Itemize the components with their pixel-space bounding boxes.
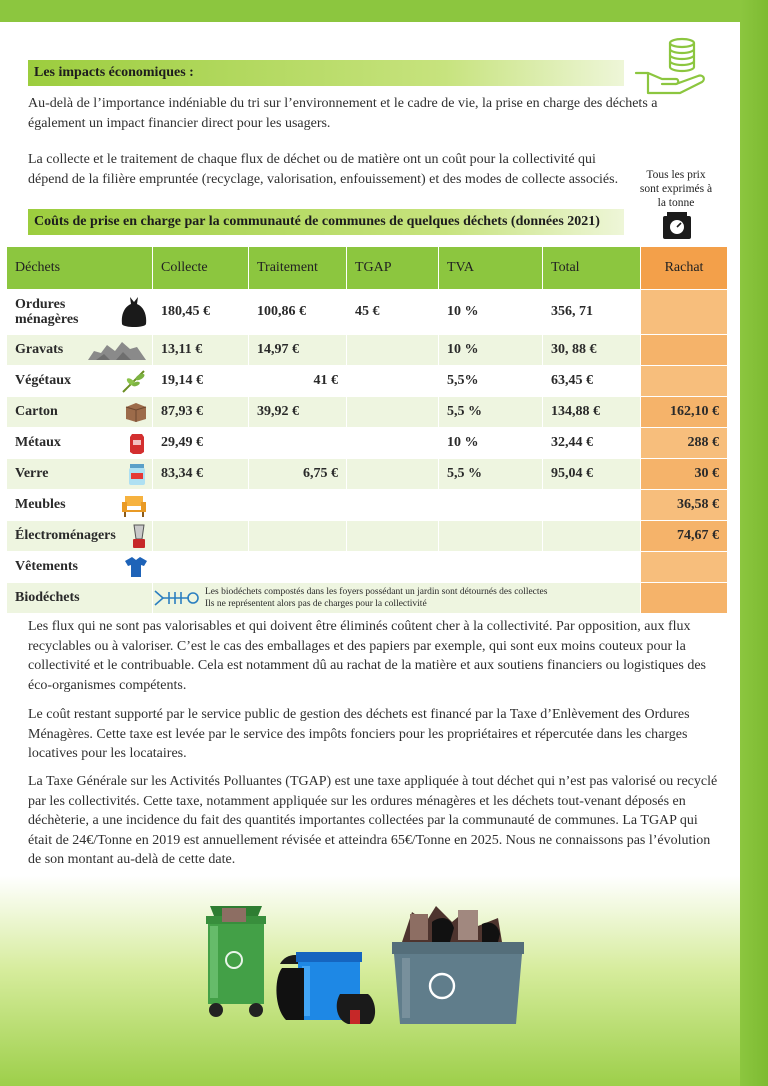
armchair-icon <box>120 492 148 518</box>
traitement-cell <box>249 490 347 521</box>
blender-icon <box>130 523 148 549</box>
glass-jar-icon <box>126 461 148 487</box>
traitement-cell <box>249 428 347 459</box>
collecte-cell: 83,34 € <box>153 459 249 490</box>
table-row <box>7 521 728 552</box>
header-tgap: TGAP <box>347 247 439 290</box>
traitement-cell: 14,97 € <box>249 335 347 366</box>
rachat-cell <box>641 583 728 614</box>
tva-cell <box>439 521 543 552</box>
traitement-cell <box>249 521 347 552</box>
waste-name: Gravats <box>15 342 64 357</box>
table-row <box>7 335 728 366</box>
body-paragraph-3: La Taxe Générale sur les Activités Polluantes (TGAP) est une taxe appliquée à tout déchet qui n’est pas valorisé ou recyclé par les collectivités. Cette taxe, notamment appliquée sur les ordures ménagères et les déchets tout-venant déposés en déchèterie, a une incidence du fait des quantités importantes collectées par la communauté de communes. La TGAP qui était de 24€/Tonne en 2019 est annuellement révisée et atteindra 65€/Tonne en 2025. Nous ne connaissons pas l’évolution de son montant au-delà de cette date. <box>28 774 718 867</box>
waste-name-cell <box>7 459 153 490</box>
header-traitement: Traitement <box>249 247 347 290</box>
waste-name-cell <box>7 583 153 614</box>
rubble-icon <box>86 339 148 361</box>
collecte-cell <box>153 490 249 521</box>
header-rachat: Rachat <box>641 247 728 290</box>
rachat-cell: 30 € <box>641 459 728 490</box>
waste-name: Biodéchets <box>15 590 80 605</box>
hand-coins-icon <box>634 35 716 97</box>
collecte-cell <box>153 552 249 583</box>
header-total: Total <box>543 247 641 290</box>
rachat-cell: 74,67 € <box>641 521 728 552</box>
rachat-cell <box>641 366 728 397</box>
collecte-cell: 29,49 € <box>153 428 249 459</box>
table-header-row <box>7 247 728 290</box>
tgap-cell <box>347 552 439 583</box>
tgap-cell <box>347 459 439 490</box>
tgap-cell <box>347 366 439 397</box>
table-row <box>7 397 728 428</box>
body-paragraph-1: Les flux qui ne sont pas valorisables et qui doivent être éliminés coûtent cher à la collectivité. Par opposition, aux flux recyclables ou à valoriser. C’est le cas des emballages et des papiers par exemple, qui sont eux moins couteux pour la collectivité et le contribuable. Cela est notamment dû au rachat de la matière et aux soutiens financiers ou logistiques des éco-organismes compétents. <box>28 619 706 693</box>
waste-name: Vêtements <box>15 559 78 574</box>
waste-name-cell <box>7 428 153 459</box>
waste-name-cell <box>7 397 153 428</box>
waste-name-cell <box>7 552 153 583</box>
rachat-cell: 162,10 € <box>641 397 728 428</box>
weighing-scale-icon <box>662 212 692 240</box>
collecte-cell: 87,93 € <box>153 397 249 428</box>
table-row <box>7 459 728 490</box>
tva-cell: 5,5 % <box>439 397 543 428</box>
total-cell: 95,04 € <box>543 459 641 490</box>
recycling-bins-illustration <box>196 898 536 1030</box>
header-dechets: Déchets <box>7 247 153 290</box>
total-cell: 32,44 € <box>543 428 641 459</box>
waste-name: Ordures ménagères <box>15 296 79 327</box>
tva-cell: 5,5 % <box>439 459 543 490</box>
rachat-cell <box>641 335 728 366</box>
can-icon <box>126 431 148 455</box>
waste-name-cell <box>7 335 153 366</box>
table-row <box>7 290 728 335</box>
tgap-cell <box>347 521 439 552</box>
rachat-cell: 288 € <box>641 428 728 459</box>
traitement-cell: 6,75 € <box>249 459 347 490</box>
waste-name: Métaux <box>15 435 61 450</box>
collecte-cell: 180,45 € <box>153 290 249 335</box>
top-green-band <box>0 0 768 22</box>
right-green-band <box>740 0 768 1086</box>
waste-name-cell <box>7 521 153 552</box>
waste-name-cell <box>7 290 153 335</box>
rachat-cell <box>641 552 728 583</box>
rachat-cell: 36,58 € <box>641 490 728 521</box>
intro-paragraph-1: Au-delà de l’importance indéniable du tri sur l’environnement et le cadre de vie, la prise en charge des déchets a également un impact financier direct pour les usagers. <box>28 96 658 131</box>
rachat-cell <box>641 290 728 335</box>
table-row <box>7 552 728 583</box>
total-cell: 356, 71 <box>543 290 641 335</box>
traitement-cell: 100,86 € <box>249 290 347 335</box>
total-cell <box>543 552 641 583</box>
biodechets-note-1: Les biodéchets compostés dans les foyers possédant un jardin sont détournés des collectes <box>205 587 548 597</box>
traitement-cell <box>249 552 347 583</box>
total-cell <box>543 490 641 521</box>
waste-name-cell <box>7 490 153 521</box>
biodechets-note-2: Ils ne représentent alors pas de charges pour la collectivité <box>205 599 427 609</box>
table-row <box>7 428 728 459</box>
trash-bag-icon <box>120 295 148 329</box>
waste-name-cell <box>7 366 153 397</box>
table-row <box>7 490 728 521</box>
tshirt-icon <box>124 555 148 579</box>
total-cell <box>543 521 641 552</box>
total-cell: 134,88 € <box>543 397 641 428</box>
header-tva: TVA <box>439 247 543 290</box>
tva-cell: 10 % <box>439 290 543 335</box>
costs-table <box>6 246 728 614</box>
total-cell: 63,45 € <box>543 366 641 397</box>
table-row <box>7 366 728 397</box>
biodechets-note-cell <box>153 583 641 614</box>
tgap-cell <box>347 397 439 428</box>
waste-name: Carton <box>15 404 58 419</box>
waste-name: Verre <box>15 466 49 481</box>
table-title: Coûts de prise en charge par la communauté de communes de quelques déchets (données 2021) <box>28 209 624 235</box>
intro-paragraph-2: La collecte et le traitement de chaque flux de déchet ou de matière ont un coût pour la collectivité qui dépend de la filière empruntée (recyclage, valorisation, enfouissement) et des modes de collecte associés. <box>28 152 619 187</box>
fish-bone-icon <box>153 588 199 608</box>
tva-cell: 10 % <box>439 428 543 459</box>
tgap-cell <box>347 490 439 521</box>
section-title-economic: Les impacts économiques : <box>28 60 624 86</box>
tva-cell: 5,5% <box>439 366 543 397</box>
collecte-cell: 13,11 € <box>153 335 249 366</box>
waste-name: Meubles <box>15 497 66 512</box>
collecte-cell: 19,14 € <box>153 366 249 397</box>
tgap-cell <box>347 428 439 459</box>
tva-cell: 10 % <box>439 335 543 366</box>
header-collecte: Collecte <box>153 247 249 290</box>
tva-cell <box>439 490 543 521</box>
collecte-cell <box>153 521 249 552</box>
body-paragraph-2: Le coût restant supporté par le service public de gestion des déchets est financé par la Taxe d’Enlèvement des Ordures Ménagères. Cette taxe est levée par le service des impôts fonciers pour les propriétaires et répercutée dans les charges locatives pour les locataires. <box>28 707 690 761</box>
traitement-cell: 41 € <box>249 366 347 397</box>
traitement-cell: 39,92 € <box>249 397 347 428</box>
waste-name: Végétaux <box>15 373 71 388</box>
branch-icon <box>120 368 148 394</box>
tgap-cell <box>347 335 439 366</box>
tva-cell <box>439 552 543 583</box>
cardboard-box-icon <box>124 401 148 423</box>
price-note: Tous les prix sont exprimés à la tonne <box>639 169 713 209</box>
waste-name: Électroménagers <box>15 528 116 543</box>
table-row-biodechets <box>7 583 728 614</box>
total-cell: 30, 88 € <box>543 335 641 366</box>
tgap-cell: 45 € <box>347 290 439 335</box>
